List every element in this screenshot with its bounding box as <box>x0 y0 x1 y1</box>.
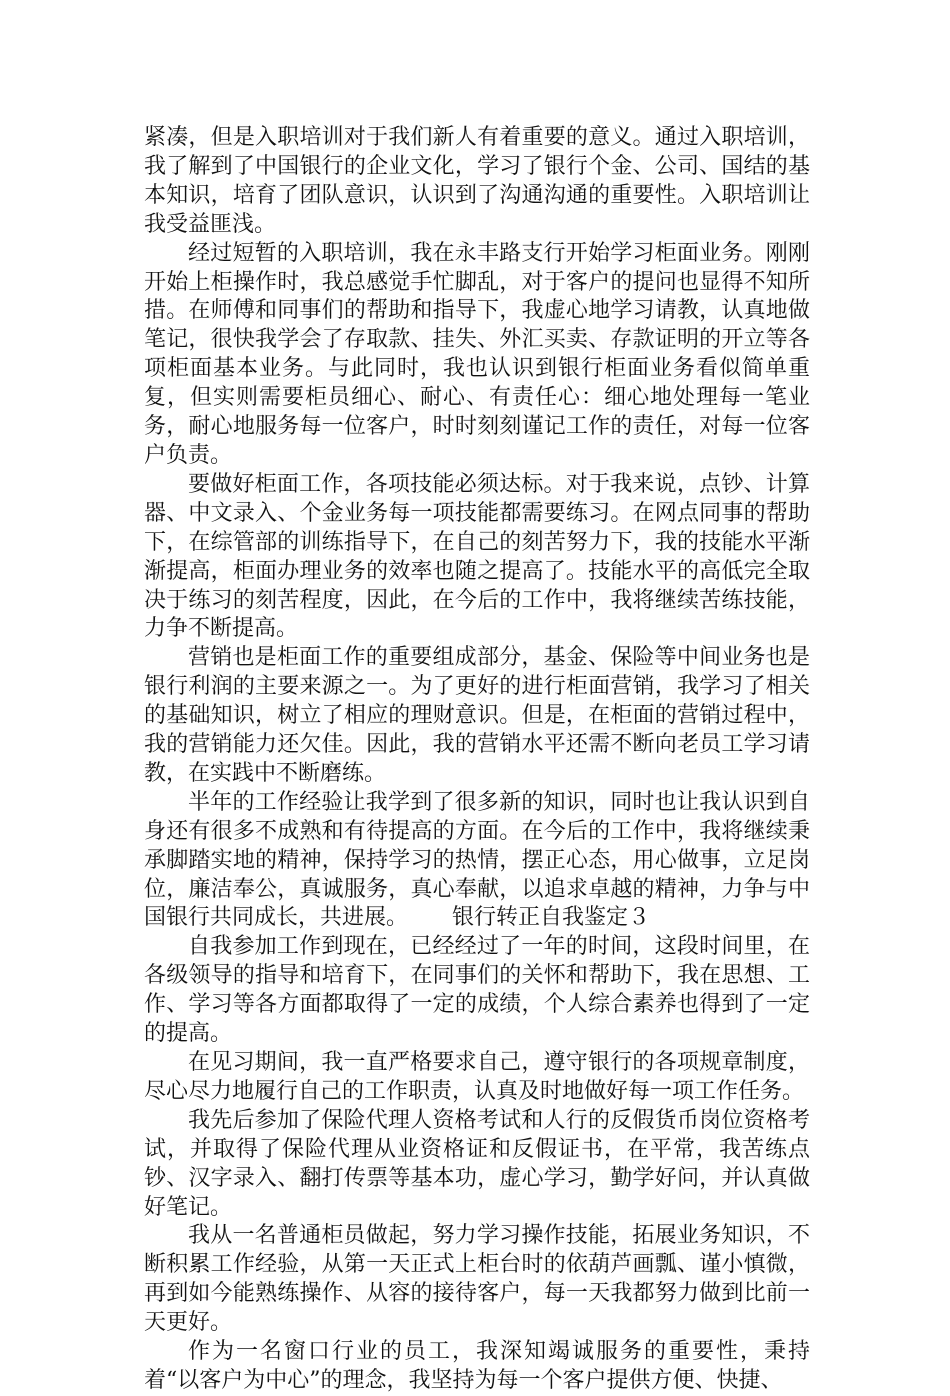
paragraph-2: 经过短暂的入职培训，我在永丰路支行开始学习柜面业务。刚刚开始上柜操作时，我总感觉手忙脚乱，对于客户的提问也显得不知所措。在师傅和同事们的帮助和指导下，我虚心地学习请教，认真地做笔记，很快我学会了存取款、挂失、外汇买卖、存款证明的开立等各项柜面基本业务。与此同时，我也认识到银行柜面业务看似简单重复，但实则需要柜员细心、耐心、有责任心：细心地处理每一笔业务，耐心地服务每一位客户，时时刻刻谨记工作的责任，对每一位客户负责。 <box>144 240 810 468</box>
paragraph-6: 自我参加工作到现在，已经经过了一年的时间，这段时间里，在各级领导的指导和培育下，在同事们的关怀和帮助下，我在思想、工作、学习等各方面都取得了一定的成绩，个人综合素养也得到了一定的提高。 <box>144 934 810 1047</box>
paragraph-9: 我从一名普通柜员做起，努力学习操作技能，拓展业务知识，不断积累工作经验，从第一天正式上柜台时的依葫芦画瓢、谨小慎微，再到如今能熟练操作、从容的接待客户，每一天我都努力做到比前一天更好。 <box>144 1223 810 1336</box>
paragraph-10: 作为一名窗口行业的员工，我深知竭诚服务的重要性，秉持着“以客户为中心”的理念，我坚持为每一个客户提供方便、快捷、 <box>144 1339 810 1393</box>
paragraph-5-text: 半年的工作经验让我学到了很多新的知识，同时也让我认识到自身还有很多不成熟和有待提高的方面。在今后的工作中，我将继续秉承脚踏实地的精神，保持学习的热情，摆正心态，用心做事，立足岗位，廉洁奉公，真诚服务，真心奉献，以追求卓越的精神，力争与中国银行共同成长，共进展。 <box>144 789 810 931</box>
document-body <box>144 124 810 1396</box>
paragraph-5 <box>144 789 810 934</box>
paragraph-3: 要做好柜面工作，各项技能必须达标。对于我来说，点钞、计算器、中文录入、个金业务每一项技能都需要练习。在网点同事的帮助下，在综管部的训练指导下，在自己的刻苦努力下，我的技能水平渐渐提高，柜面办理业务的效率也随之提高了。技能水平的高低完全取决于练习的刻苦程度，因此，在今后的工作中，我将继续苦练技能，力争不断提高。 <box>144 471 810 642</box>
paragraph-8: 我先后参加了保险代理人资格考试和人行的反假货币岗位资格考试，并取得了保险代理从业资格证和反假证书，在平常，我苦练点钞、汉字录入、翻打传票等基本功，虚心学习，勤学好问，并认真做好笔记。 <box>144 1107 810 1220</box>
section-title: 银行转正自我鉴定３ <box>452 905 651 931</box>
paragraph-4: 营销也是柜面工作的重要组成部分，基金、保险等中间业务也是银行利润的主要来源之一。为了更好的进行柜面营销，我学习了相关的基础知识，树立了相应的理财意识。但是，在柜面的营销过程中，我的营销能力还欠佳。因此，我的营销水平还需不断向老员工学习请教，在实践中不断磨练。 <box>144 645 810 786</box>
paragraph-1: 紧凑，但是入职培训对于我们新人有着重要的意义。通过入职培训，我了解到了中国银行的企业文化，学习了银行个金、公司、国结的基本知识，培育了团队意识，认识到了沟通沟通的重要性。入职培训让我受益匪浅。 <box>144 125 810 237</box>
paragraph-7: 在见习期间，我一直严格要求自己，遵守银行的各项规章制度，尽心尽力地履行自己的工作职责，认真及时地做好每一项工作任务。 <box>144 1050 810 1104</box>
